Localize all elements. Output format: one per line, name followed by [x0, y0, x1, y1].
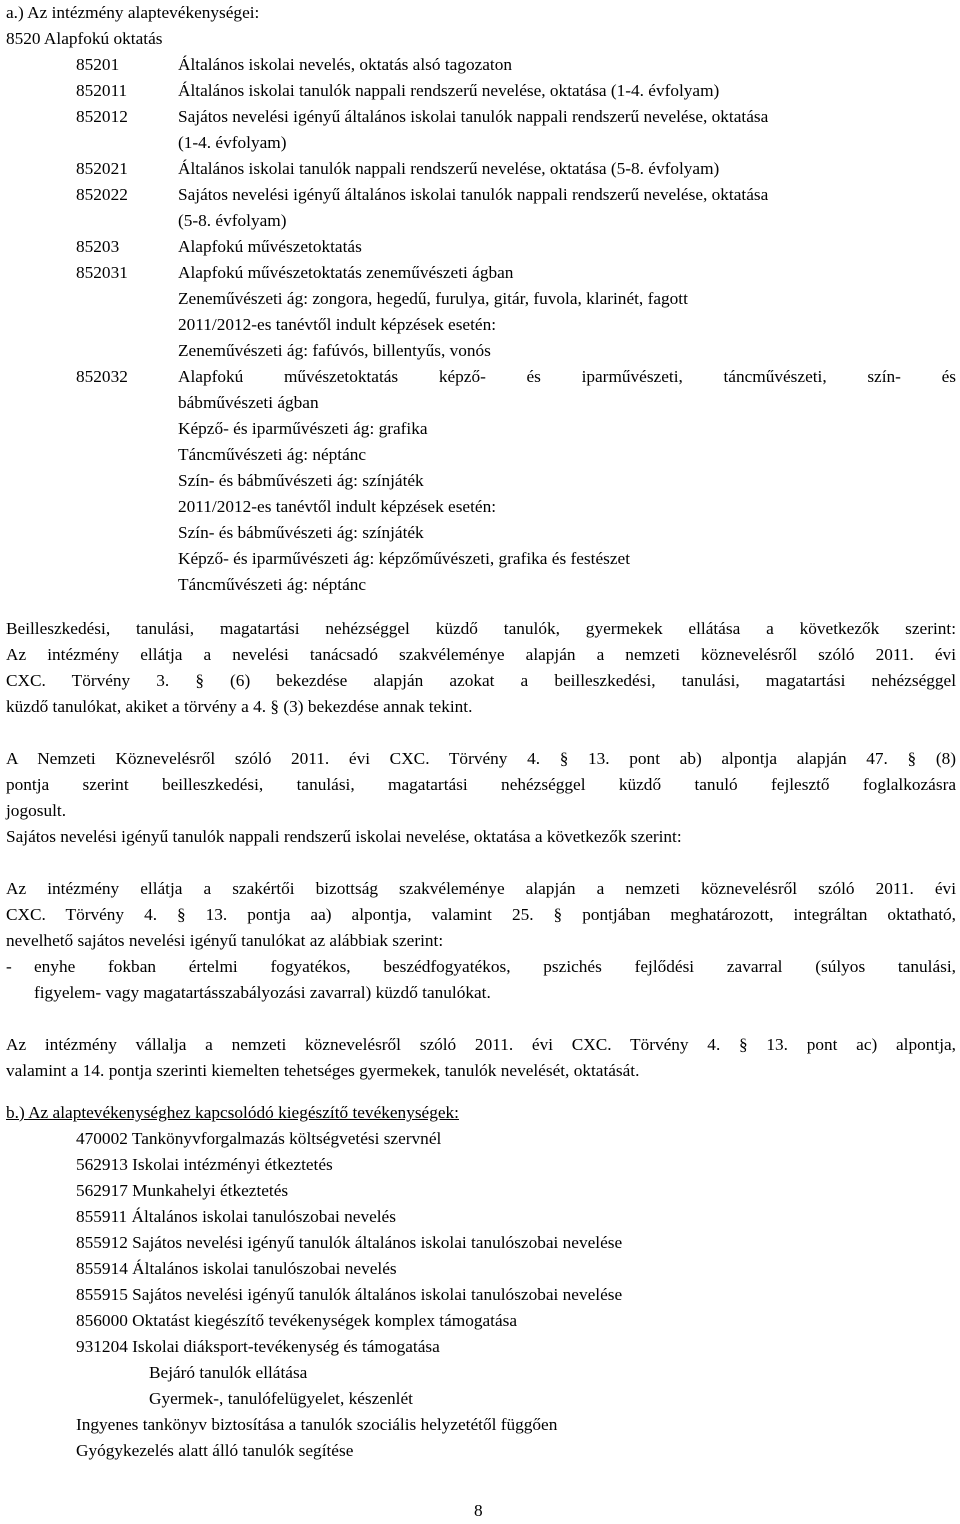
list-item: 562917 Munkahelyi étkeztetés — [76, 1181, 289, 1200]
paragraph-line: pontja szerint beilleszkedési, tanulási, magatartási nehézséggel küzdő tanuló fejlesztő foglalkozásra — [6, 775, 956, 794]
activity-code: 852011 — [76, 81, 128, 100]
music-branch-line: Zeneművészeti ág: fafúvós, billentyűs, vonós — [178, 341, 491, 360]
art-branch-line: 2011/2012-es tanévtől indult képzések esetén: — [178, 497, 497, 516]
list-item: 855912 Sajátos nevelési igényű tanulók általános iskolai tanulószobai nevelése — [76, 1233, 623, 1252]
activity-code: 852032 — [76, 367, 128, 386]
activity-code: 85203 — [76, 237, 120, 256]
paragraph-line: jogosult. — [6, 801, 67, 820]
paragraph-line: nevelhető sajátos nevelési igényű tanulókat az alábbiak szerint: — [6, 931, 444, 950]
activity-text: Alapfokú művészetoktatás zeneművészeti ágban — [178, 263, 514, 282]
art-branch-line: Táncművészeti ág: néptánc — [178, 445, 367, 464]
activity-text: Sajátos nevelési igényű általános iskolai tanulók nappali rendszerű nevelése, oktatása — [178, 185, 769, 204]
activity-code: 852021 — [76, 159, 128, 178]
list-item: Gyógykezelés alatt álló tanulók segítése — [76, 1441, 354, 1460]
activity-text: Általános iskolai nevelés, oktatás alsó tagozaton — [178, 55, 513, 74]
art-branch-line: Képző- és iparművészeti ág: képzőművészeti, grafika és festészet — [178, 549, 630, 568]
list-item: 855911 Általános iskolai tanulószobai nevelés — [76, 1207, 396, 1226]
bullet-dash: - — [6, 957, 12, 976]
bullet-line: figyelem- vagy magatartásszabályozási zavarral) küzdő tanulókat. — [34, 983, 491, 1002]
paragraph-line: Az intézmény ellátja a szakértői bizottság szakvéleménye alapján a nemzeti köznevelésről szóló 2011. évi — [6, 879, 956, 898]
section-b-heading: b.) Az alaptevékenységhez kapcsolódó kiegészítő tevékenységek: — [6, 1103, 459, 1122]
paragraph-line: CXC. Törvény 3. § (6) bekezdése alapján azokat a beilleszkedési, tanulási, magatartási nehézséggel — [6, 671, 956, 690]
activity-code: 852022 — [76, 185, 128, 204]
list-item: 855915 Sajátos nevelési igényű tanulók általános iskolai tanulószobai nevelése — [76, 1285, 623, 1304]
activity-text-continuation: bábművészeti ágban — [178, 393, 319, 412]
activity-text: Sajátos nevelési igényű általános iskolai tanulók nappali rendszerű nevelése, oktatása — [178, 107, 769, 126]
activity-text: Általános iskolai tanulók nappali rendszerű nevelése, oktatása (1-4. évfolyam) — [178, 81, 720, 100]
paragraph-line: CXC. Törvény 4. § 13. pontja aa) alpontja, valamint 25. § pontjában meghatározott, integráltan oktatható, — [6, 905, 956, 924]
activity-code: 852012 — [76, 107, 128, 126]
section-a-heading: a.) Az intézmény alaptevékenységei: — [6, 3, 260, 22]
paragraph-line: Az intézmény ellátja a nevelési tanácsadó szakvéleménye alapján a nemzeti köznevelésről szóló 2011. évi — [6, 645, 956, 664]
activity-text: Alapfokú művészetoktatás képző- és iparművészeti, táncművészeti, szín- és — [178, 367, 956, 386]
top-activity-item: 8520 Alapfokú oktatás — [6, 29, 163, 48]
list-item: 855914 Általános iskolai tanulószobai nevelés — [76, 1259, 397, 1278]
list-item: Ingyenes tankönyv biztosítása a tanulók szociális helyzetétől függően — [76, 1415, 558, 1434]
activity-text: Alapfokú művészetoktatás — [178, 237, 362, 256]
activity-text-continuation: (5-8. évfolyam) — [178, 211, 287, 230]
page-number: 8 — [474, 1501, 483, 1520]
list-item: 931204 Iskolai diáksport-tevékenység és támogatása — [76, 1337, 440, 1356]
music-branch-line: Zeneművészeti ág: zongora, hegedű, furulya, gitár, fuvola, klarinét, fagott — [178, 289, 688, 308]
paragraph-line: A Nemzeti Köznevelésről szóló 2011. évi CXC. Törvény 4. § 13. pont ab) alpontja alapján 47. § (8) — [6, 749, 956, 768]
list-item: 562913 Iskolai intézményi étkeztetés — [76, 1155, 333, 1174]
paragraph-line: Az intézmény vállalja a nemzeti köznevelésről szóló 2011. évi CXC. Törvény 4. § 13. pont ac) alpontja, — [6, 1035, 956, 1054]
list-item: 470002 Tankönyvforgalmazás költségvetési szervnél — [76, 1129, 442, 1148]
list-sub-item: Bejáró tanulók ellátása — [149, 1363, 308, 1382]
paragraph-line: valamint a 14. pontja szerinti kiemelten tehetséges gyermekek, tanulók nevelését, oktatását. — [6, 1061, 640, 1080]
art-branch-line: Szín- és bábművészeti ág: színjáték — [178, 523, 424, 542]
activity-code: 85201 — [76, 55, 120, 74]
art-branch-line: Táncművészeti ág: néptánc — [178, 575, 367, 594]
bullet-line: enyhe fokban értelmi fogyatékos, beszédfogyatékos, pszichés fejlődési zavarral (súlyos tanulási, — [34, 957, 956, 976]
paragraph-line: Beilleszkedési, tanulási, magatartási nehézséggel küzdő tanulók, gyermekek ellátása a következők szerint: — [6, 619, 956, 638]
paragraph-sni-title: Sajátos nevelési igényű tanulók nappali rendszerű iskolai nevelése, oktatása a következők szerint: — [6, 827, 682, 846]
art-branch-line: Szín- és bábművészeti ág: színjáték — [178, 471, 424, 490]
activity-text: Általános iskolai tanulók nappali rendszerű nevelése, oktatása (5-8. évfolyam) — [178, 159, 720, 178]
activity-text-continuation: (1-4. évfolyam) — [178, 133, 287, 152]
list-sub-item: Gyermek-, tanulófelügyelet, készenlét — [149, 1389, 413, 1408]
paragraph-line: küzdő tanulókat, akiket a törvény a 4. § (3) bekezdése annak tekint. — [6, 697, 473, 716]
list-item: 856000 Oktatást kiegészítő tevékenységek komplex támogatása — [76, 1311, 518, 1330]
music-branch-line: 2011/2012-es tanévtől indult képzések esetén: — [178, 315, 497, 334]
art-branch-line: Képző- és iparművészeti ág: grafika — [178, 419, 428, 438]
activity-code: 852031 — [76, 263, 128, 282]
